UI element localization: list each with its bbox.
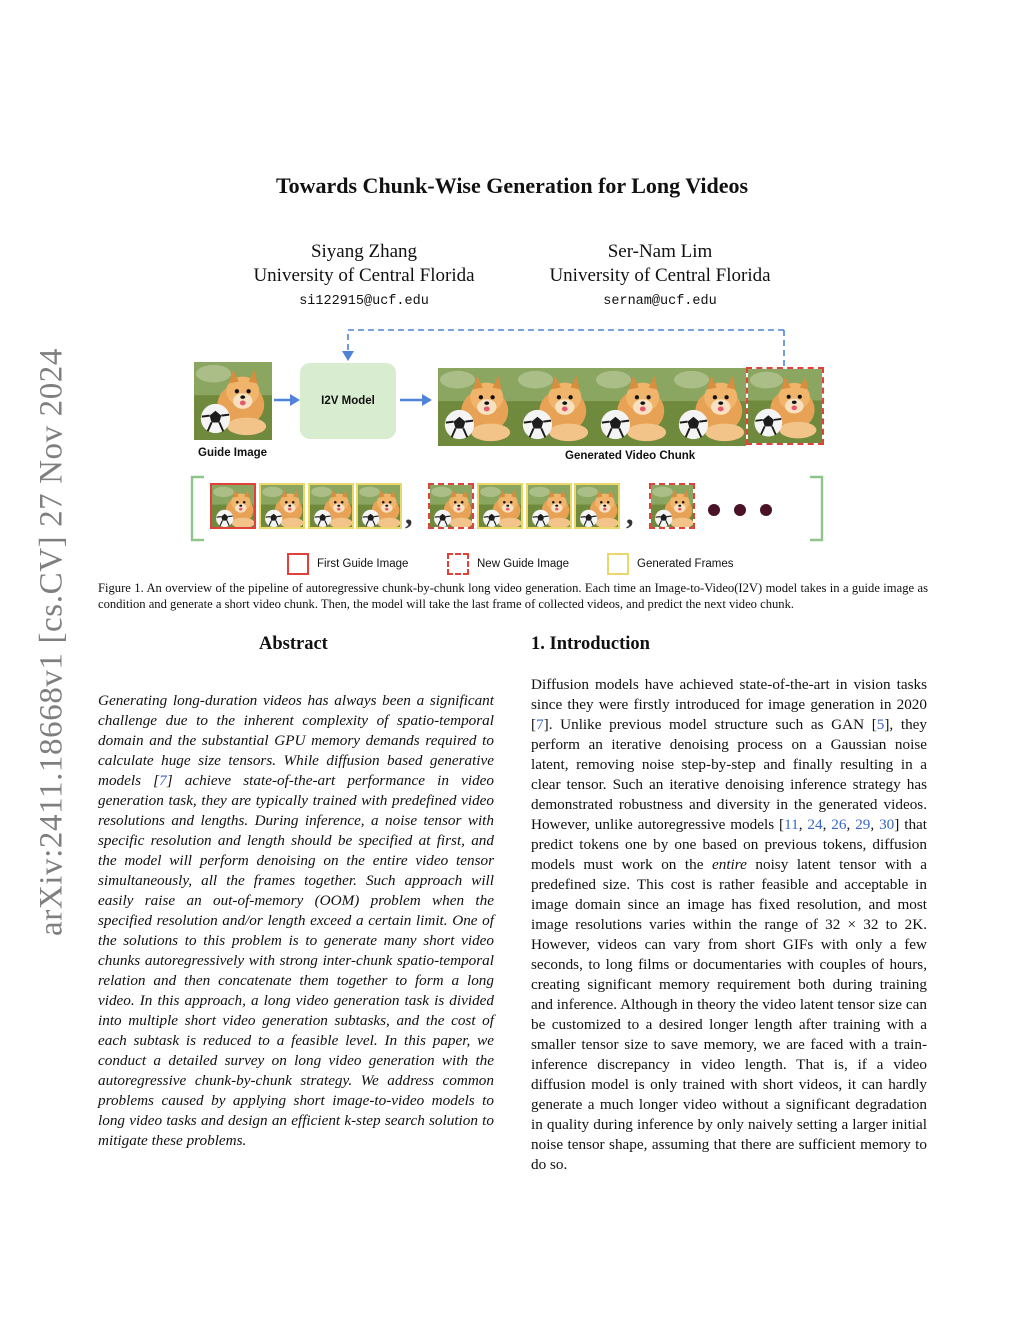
caption-text: An overview of the pipeline of autoregressive chunk-by-chunk long video generation. Each time an Image-to-Video(I2V) model takes in a guide image as condition and generate a short video chunk. Then, the model will take the last frame of collected videos, and predict the next video chunk.	[98, 581, 928, 611]
seq-first-guide	[210, 483, 256, 529]
legend-first-guide-label: First Guide Image	[317, 558, 409, 570]
author-block-2	[500, 240, 820, 314]
guide-image-label: Guide Image	[198, 447, 268, 459]
citation-link[interactable]: 30	[879, 816, 895, 833]
chunk-frame	[516, 368, 594, 446]
abstract-text: ] achieve state-of-the-art performance in video generation task, they are typically trained with predefined video resolutions and lengths. During inference, a noise tensor with specific resolution and length should be specified at first, and the model will perform denoising on the entire video tensor simultaneously, all the frames together. Such approach will easily raise an out-of-memory (OOM) problem when the specified resolution and/or length exceed a certain limit. One of the solutions to this problem is to generate many short video chunks autoregressively with strong inter-chunk spatio-temporal relation and then concatenate them together to form a long video. In this approach, a long video generation task is divided into multiple short video generation subtasks, and the cost of each subtask is reduced to a feasible level. In this paper, we conduct a detailed survey on long video generation with the autoregressive chunk-by-chunk strategy. We address common problems caused by applying short image-to-video models to long video tasks and design an efficient k-step search solution to mitigate these problems.	[98, 772, 494, 1149]
citation-link[interactable]: 7	[536, 716, 544, 733]
chunk-frame	[594, 368, 672, 446]
arxiv-stamp: arXiv:2411.18668v1 [cs.CV] 27 Nov 2024	[33, 347, 70, 937]
arrow-right-icon	[398, 390, 434, 410]
intro-text: Diffusion models have achieved state-of-the-art in vision tasks since they were firstly introduced for image generation in 2020 [	[531, 676, 927, 733]
intro-emphasis: entire	[711, 856, 747, 873]
legend-new-guide-label: New Guide Image	[477, 558, 570, 570]
i2v-model-box: I2V Model	[300, 363, 396, 439]
abstract-body	[98, 691, 494, 1151]
guide-image	[194, 362, 272, 440]
author-affiliation: University of Central Florida	[549, 265, 771, 286]
legend-generated-label: Generated Frames	[637, 558, 734, 570]
intro-text: ,	[822, 816, 832, 833]
seq-generated-frame	[526, 483, 572, 529]
citation-link[interactable]: 5	[876, 716, 885, 733]
ellipsis-icon	[704, 500, 776, 520]
right-bracket	[806, 474, 826, 544]
author-email[interactable]: sernam@ucf.edu	[603, 294, 717, 309]
left-bracket	[188, 474, 208, 544]
legend-first-guide-swatch	[287, 553, 309, 575]
legend-generated-swatch	[607, 553, 629, 575]
seq-new-guide	[428, 483, 474, 529]
intro-text: ,	[846, 816, 856, 833]
intro-text: ]. Unlike previous model structure such as GAN [	[543, 716, 877, 733]
abstract-heading: Abstract	[259, 634, 328, 654]
legend-new-guide-swatch	[447, 553, 469, 575]
citation-link[interactable]: 11	[784, 816, 799, 833]
seq-comma: ,	[626, 498, 634, 531]
paper-title: Towards Chunk-Wise Generation for Long Videos	[275, 173, 749, 198]
introduction-body	[531, 675, 927, 1175]
seq-generated-frame	[574, 483, 620, 529]
seq-generated-frame	[477, 483, 523, 529]
author-name: Ser-Nam Lim	[607, 241, 713, 262]
intro-text: ,	[870, 816, 880, 833]
introduction-heading: 1. Introduction	[531, 634, 650, 654]
chunk-frame	[438, 368, 516, 446]
intro-text: ], they perform an iterative denoising process on a Gaussian noise latent, removing noise step-by-step and finally resulting in a clear tensor. Such an iterative denoising inference strategy has demonstrated robustness and diversity in the generated videos. However, unlike autoregressive models [	[531, 716, 927, 833]
intro-text: ,	[798, 816, 808, 833]
abstract-text: Generating long-duration videos has always been a significant challenge due to the inherent complexity of spatio-temporal domain and the substantial GPU memory demands required to calculate huge size tensors. While diffusion based generative models [	[98, 692, 494, 789]
citation-link[interactable]: 29	[855, 816, 871, 833]
seq-new-guide	[649, 483, 695, 529]
author-affiliation: University of Central Florida	[253, 265, 475, 286]
citation-link[interactable]: 7	[159, 772, 167, 789]
chunk-last-frame	[746, 367, 824, 445]
intro-text: ] that predict tokens one by one based on previous tokens, diffusion models must work on the	[531, 816, 927, 873]
seq-comma: ,	[405, 498, 413, 531]
author-name: Siyang Zhang	[310, 241, 418, 262]
caption-prefix: Figure 1.	[98, 581, 144, 595]
citation-link[interactable]: 26	[831, 816, 847, 833]
author-email[interactable]: si122915@ucf.edu	[299, 294, 429, 309]
figure-caption	[98, 580, 928, 612]
chunk-frame	[672, 368, 746, 446]
arrow-right-icon	[272, 390, 302, 410]
intro-text: noisy latent tensor with a predefined size. This cost is rather feasible and acceptable in image domain since an image has fixed resolution, and most image resolutions varies within the range of 32 × 32 to 2K. However, videos can vary from short GIFs with only a few seconds, to long films or documentaries with couples of hours, creating significant memory requirement both during training and inference. Although in theory the video latent tensor size can be customized to a desired longer length after training with a smaller tensor size to save memory, we are faced with a train-inference discrepancy in video length. That is, if a video diffusion model is only trained with short videos, it can hardly generate a much longer video without a significant degradation in quality during inference by only naively setting a larger initial noise tensor shape, assuming that there are sufficient memory to do so.	[531, 856, 927, 1173]
seq-generated-frame	[308, 483, 354, 529]
seq-generated-frame	[356, 483, 402, 529]
seq-generated-frame	[259, 483, 305, 529]
citation-link[interactable]: 24	[807, 816, 823, 833]
chunk-label: Generated Video Chunk	[565, 450, 696, 462]
author-block-1	[204, 240, 524, 314]
